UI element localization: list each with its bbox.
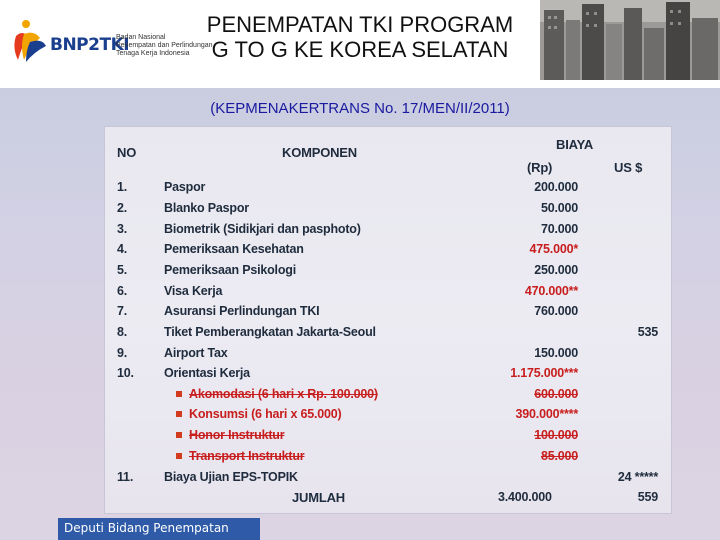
row-komponen: Pemeriksaan Psikologi — [164, 263, 296, 277]
row-rp: 475.000* — [529, 242, 578, 256]
bullet-icon — [176, 391, 182, 397]
row-rp: 250.000 — [534, 263, 578, 277]
header-rp: (Rp) — [527, 160, 553, 175]
logo-subtitle: Badan Nasional Penempatan dan Perlindungan Tenaga Kerja Indonesia — [116, 34, 213, 57]
row-komponen: Biometrik (Sidikjari dan pasphoto) — [164, 222, 361, 236]
row-komponen: Paspor — [164, 180, 206, 194]
row-rp: 200.000 — [534, 180, 578, 194]
row-rp: 150.000 — [534, 346, 578, 360]
row-no: 8. — [117, 325, 128, 339]
bullet-icon — [176, 411, 182, 417]
row-rp: 760.000 — [534, 304, 578, 318]
sub-row-rp: 600.000 — [534, 387, 578, 401]
row-rp: 470.000** — [524, 284, 578, 298]
row-komponen: Visa Kerja — [164, 284, 223, 298]
row-komponen: Asuransi Perlindungan TKI — [164, 304, 320, 318]
header-usd: US $ — [614, 160, 643, 175]
row-komponen: Blanko Paspor — [164, 201, 249, 215]
sub-row-rp: 85.000 — [540, 449, 578, 463]
row-rp: 1.175.000*** — [510, 366, 578, 380]
row-no: 9. — [117, 346, 128, 360]
logo-name: BNP2TKI — [50, 35, 130, 55]
row-rp: 50.000 — [540, 201, 578, 215]
row-rp: 70.000 — [540, 222, 578, 236]
row-komponen: Orientasi Kerja — [164, 366, 250, 380]
row-komponen: Biaya Ujian EPS-TOPIK — [164, 470, 298, 484]
footer-text: Deputi Bidang Penempatan — [64, 521, 229, 535]
row-no: 5. — [117, 263, 128, 277]
footer-bar — [58, 518, 260, 540]
row-no: 11. — [117, 470, 134, 484]
row-no: 7. — [117, 304, 128, 318]
sub-row-rp: 390.000**** — [515, 407, 578, 421]
page-title: PENEMPATAN TKI PROGRAM G TO G KE KOREA SELATAN — [206, 12, 514, 62]
city-skyline-image — [540, 0, 720, 80]
regulation-subtitle: (KEPMENAKERTRANS No. 17/MEN/II/2011) — [210, 100, 510, 117]
row-komponen: Tiket Pemberangkatan Jakarta-Seoul — [164, 325, 376, 339]
sub-row-komponen: Honor Instruktur — [164, 428, 284, 442]
row-komponen: Pemeriksaan Kesehatan — [164, 242, 304, 256]
total-usd: 559 — [637, 490, 658, 504]
row-usd: 535 — [637, 325, 658, 339]
row-no: 10. — [117, 366, 134, 380]
header-no: NO — [117, 145, 137, 160]
sub-row-rp: 100.000 — [534, 428, 578, 442]
row-no: 1. — [117, 180, 128, 194]
sub-row-komponen: Transport Instruktur — [164, 449, 304, 463]
header-komponen: KOMPONEN — [282, 145, 357, 160]
sub-row-komponen: Konsumsi (6 hari x 65.000) — [164, 407, 342, 421]
row-no: 2. — [117, 201, 128, 215]
row-no: 6. — [117, 284, 128, 298]
row-no: 3. — [117, 222, 128, 236]
header-biaya: BIAYA — [556, 137, 594, 152]
total-rp: 3.400.000 — [498, 490, 552, 504]
sub-row-komponen: Akomodasi (6 hari x Rp. 100.000) — [164, 387, 378, 401]
total-label: JUMLAH — [292, 490, 345, 505]
bullet-icon — [176, 432, 182, 438]
logo-emblem-icon — [8, 16, 48, 66]
row-no: 4. — [117, 242, 128, 256]
bullet-icon — [176, 453, 182, 459]
row-komponen: Airport Tax — [164, 346, 228, 360]
bnp2tki-logo — [8, 10, 213, 70]
row-usd: 24 ***** — [617, 470, 658, 484]
